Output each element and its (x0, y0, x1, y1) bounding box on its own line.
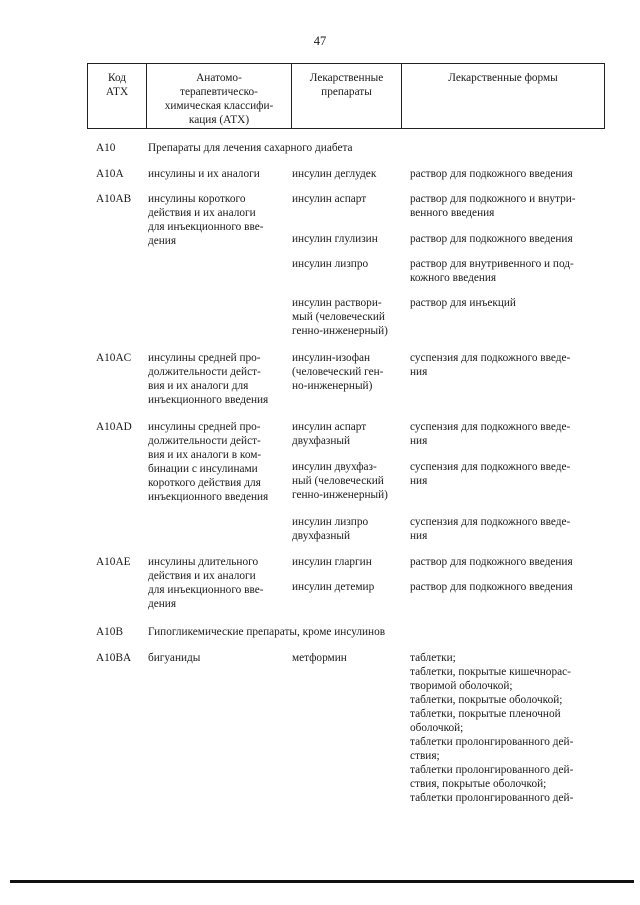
form-cell: суспензия для подкожного введе- ния (410, 352, 571, 378)
header-code-text: Код АТХ (105, 72, 129, 98)
header-drugs (291, 64, 401, 128)
row-code: A10AC (96, 352, 132, 364)
header-forms-text: Лекарственные формы (448, 72, 558, 84)
header-code (88, 64, 146, 128)
drug-cell: инсулин деглудек (292, 168, 377, 180)
form-cell: раствор для подкожного введения (410, 168, 573, 180)
header-atc-class (146, 64, 291, 128)
section-title: Гипогликемические препараты, кроме инсулинов (148, 626, 386, 638)
form-cell: раствор для подкожного введения (410, 581, 573, 593)
table-header (87, 63, 605, 129)
row-code: A10AD (96, 421, 132, 433)
drug-cell: инсулин гларгин (292, 556, 372, 568)
row-code: A10BA (96, 652, 132, 664)
page-number: 47 (313, 34, 327, 48)
form-cell: суспензия для подкожного введе- ния (410, 516, 571, 542)
form-cell: раствор для внутривенного и под- кожного введения (410, 258, 574, 284)
atc-class-cell: бигуаниды (148, 652, 201, 664)
form-cell: суспензия для подкожного введе- ния (410, 421, 571, 447)
header-atc-class-text: Анатомо- терапевтическо- химическая классифи- кация (АТХ) (164, 72, 274, 126)
atc-class-cell: инсулины длительного действия и их аналоги для инъекционного вве- дения (148, 556, 264, 610)
atc-class-cell: инсулины средней про- должительности дейст- вия и их аналоги в ком- бинации с инсулинами короткого действия для инъекционного введения (148, 421, 269, 503)
drug-cell: инсулин глулизин (292, 233, 378, 245)
section-title: Препараты для лечения сахарного диабета (148, 142, 353, 154)
row-code: A10A (96, 168, 124, 180)
form-cell: таблетки; таблетки, покрытые кишечнорас- творимой оболочкой; таблетки, покрытые оболочкой; таблетки, покрытые пленочной оболочкой; таблетки пролонгированного дей- ствия; таблетки пролонгированного дей- ствия, покрытые оболочкой; таблетки пролонгированного дей- (410, 652, 574, 804)
drug-cell: инсулин аспарт (292, 193, 367, 205)
drug-cell: инсулин двухфаз- ный (человеческий генно-инженерный) (292, 461, 388, 501)
header-forms (401, 64, 604, 128)
drug-cell: инсулин лизпро (292, 258, 369, 270)
drug-cell: инсулин детемир (292, 581, 375, 593)
form-cell: суспензия для подкожного введе- ния (410, 461, 571, 487)
form-cell: раствор для подкожного и внутри- венного введения (410, 193, 576, 219)
row-code: A10AE (96, 556, 131, 568)
form-cell: раствор для подкожного введения (410, 556, 573, 568)
form-cell: раствор для подкожного введения (410, 233, 573, 245)
atc-class-cell: инсулины и их аналоги (148, 168, 260, 180)
drug-cell: метформин (292, 652, 347, 664)
form-cell: раствор для инъекций (410, 297, 516, 309)
atc-class-cell: инсулины средней про- должительности дейст- вия и их аналоги для инъекционного введения (148, 352, 269, 406)
row-code: A10AB (96, 193, 132, 205)
drug-cell: инсулин раствори- мый (человеческий генно-инженерный) (292, 297, 388, 337)
drug-cell: инсулин аспарт двухфазный (292, 421, 367, 447)
row-code: A10 (96, 142, 116, 154)
drug-cell: инсулин лизпро двухфазный (292, 516, 369, 542)
row-code: A10B (96, 626, 123, 638)
bottom-rule (10, 880, 634, 883)
drug-cell: инсулин-изофан (человеческий ген- но-инженерный) (292, 352, 384, 392)
header-drugs-text: Лекарственные препараты (309, 72, 384, 98)
atc-class-cell: инсулины короткого действия и их аналоги для инъекционного вве- дения (148, 193, 264, 247)
